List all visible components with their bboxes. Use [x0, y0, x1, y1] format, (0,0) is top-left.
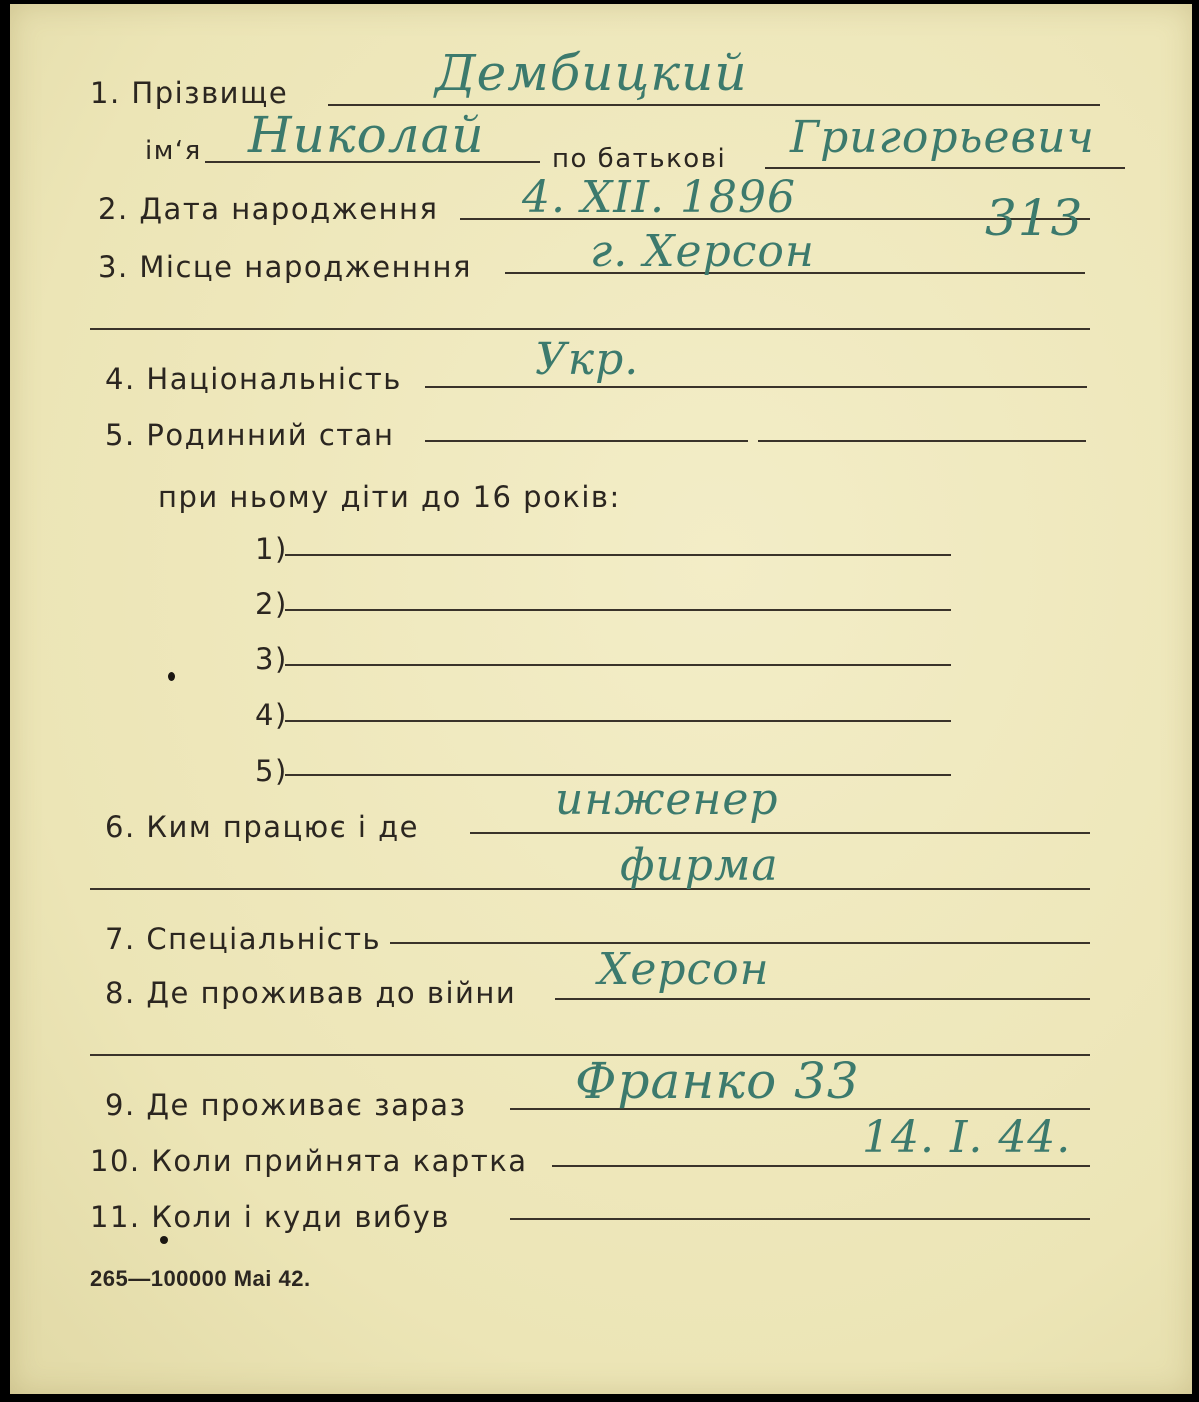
line-child-4: [285, 720, 951, 722]
line-nationality: [425, 386, 1087, 388]
label-occupation: 6. Ким працює і де: [105, 810, 420, 844]
label-surname: 1. Прізвище: [90, 76, 289, 110]
label-birth-place: 3. Місце народженння: [98, 250, 472, 284]
line-child-1: [285, 554, 951, 556]
line-marital-status-a: [425, 440, 748, 442]
print-footer: 265—100000 Mai 42.: [90, 1266, 311, 1291]
hw-surname: Дембицкий: [435, 44, 748, 102]
label-current-residence: 9. Де проживає зараз: [105, 1088, 467, 1122]
paper-hole: [160, 1236, 168, 1244]
line-child-2: [285, 609, 951, 611]
line-occupation: [470, 832, 1090, 834]
hw-nationality: Укр.: [535, 334, 640, 385]
label-nationality: 4. Національність: [105, 362, 402, 396]
label-card-accepted: 10. Коли прийнята картка: [90, 1144, 528, 1178]
separator-line-1: [90, 328, 1090, 330]
label-prewar-residence: 8. Де проживав до війни: [105, 976, 517, 1010]
hw-job-line2: фирма: [620, 840, 779, 891]
registration-card: [10, 4, 1192, 1394]
label-children: при ньому діти до 16 років:: [158, 480, 621, 514]
hw-first-name: Николай: [248, 106, 485, 164]
line-prewar-residence: [555, 998, 1090, 1000]
hw-birth-place: г. Херсон: [590, 226, 815, 277]
label-child-3: 3): [255, 642, 288, 676]
paper-hole: [168, 672, 175, 681]
hw-job-line1: инженер: [555, 774, 779, 825]
hw-patronymic: Григорьевич: [790, 112, 1095, 163]
hw-margin-note: 313: [985, 189, 1084, 247]
label-departure: 11. Коли і куди вибув: [90, 1200, 450, 1234]
line-occupation-2: [90, 888, 1090, 890]
label-marital-status: 5. Родинний стан: [105, 418, 395, 452]
line-child-3: [285, 664, 951, 666]
label-specialty: 7. Спеціальність: [105, 922, 382, 956]
hw-card-date: 14. I. 44.: [862, 1112, 1072, 1163]
line-departure: [510, 1218, 1090, 1220]
label-patronymic: по батькові: [552, 144, 727, 174]
label-child-1: 1): [255, 532, 288, 566]
label-child-2: 2): [255, 587, 288, 621]
hw-current-residence: Франко 33: [575, 1052, 860, 1110]
line-patronymic: [765, 167, 1125, 169]
label-child-5: 5): [255, 754, 288, 788]
hw-birth-date: 4. XII. 1896: [522, 172, 797, 223]
label-first-name: ім‘я: [145, 136, 202, 166]
label-child-4: 4): [255, 698, 288, 732]
hw-prewar-residence: Херсон: [598, 944, 770, 995]
label-birth-date: 2. Дата народження: [98, 192, 439, 226]
line-card-accepted: [552, 1165, 1090, 1167]
line-marital-status-b: [758, 440, 1086, 442]
